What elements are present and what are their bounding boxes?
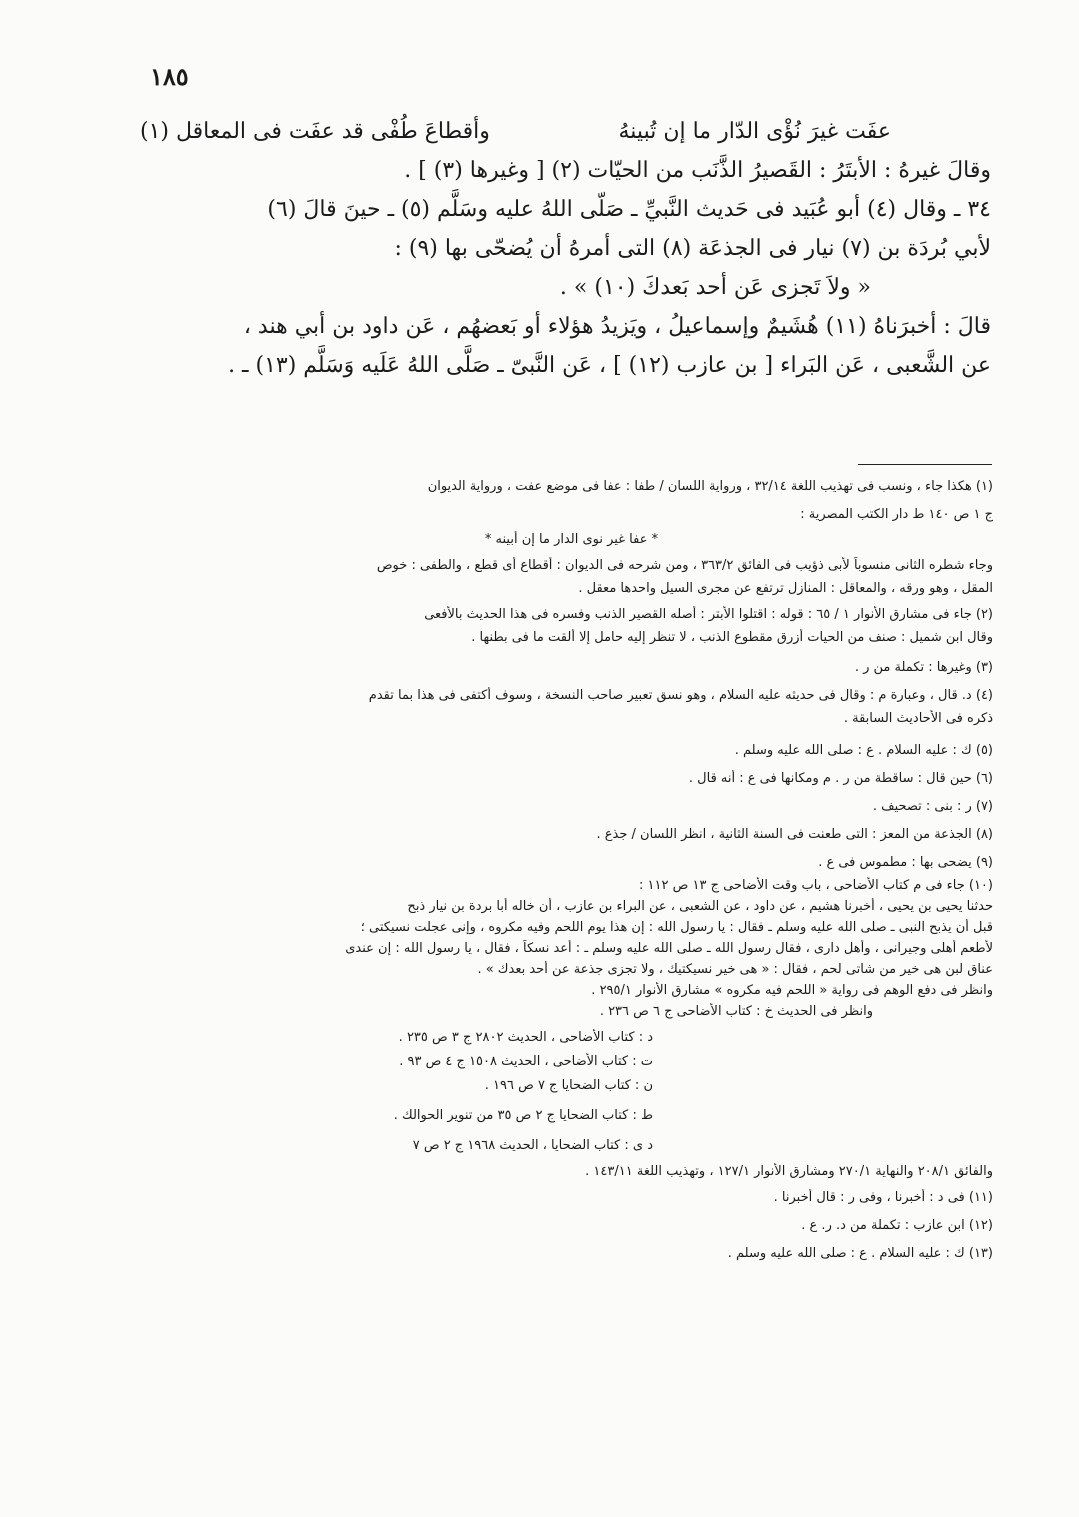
main-line: لأبي بُردَة بن (٧) نيار فى الجذعَة (٨) التى أمرهُ أن يُضحّى بها (٩) : <box>394 236 991 261</box>
footnote-line: وانظر فى الحديث خ : كتاب الأضاحى ج ٦ ص ٢٣٦ . <box>599 1004 873 1019</box>
footnote-line: (٧) ر : بنى : تصحيف . <box>872 799 993 814</box>
main-line: « ولاَ تَجزى عَن أحد بَعدكَ (١٠) » . <box>559 275 871 300</box>
verse-hemistich-right: عفَت غيرَ نُؤْى الدّار ما إن تُبينهُ <box>618 119 891 144</box>
footnote-line: وانظر فى دفع الوهم فى رواية « اللحم فيه مكروه » مشارق الأنوار ٢٩٥/١ . <box>591 983 993 998</box>
verse-hemistich-left: وأقطاعَ طُفْى قد عفَت فى المعاقل (١) <box>140 119 490 144</box>
footnote-line: (٣) وغيرها : تكملة من ر . <box>854 660 993 675</box>
footnote-line: ت : كتاب الأضاحى ، الحديث ١٥٠٨ ج ٤ ص ٩٣ . <box>399 1054 653 1069</box>
footnote-line: (٨) الجذعة من المعز : التى طعنت فى السنة الثانية ، انظر اللسان / جذع . <box>596 827 993 842</box>
main-line: ٣٤ ـ وقال (٤) أبو عُبَيد فى حَديث النَّبيِّ ـ صَلّى اللهُ عليه وسَلَّم (٥) ـ حينَ قالَ (٦) <box>267 197 991 222</box>
main-line: عن الشَّعبى ، عَن البَراء [ بن عازب (١٢) ] ، عَن النَّبىّ ـ صَلَّى اللهُ عَلَيه وَسَلَّم (١٣) ـ . <box>228 353 991 378</box>
footnote-line: وجاء شطره الثانى منسوباً لأبى ذؤيب فى الفائق ٣٦٣/٢ ، ومن شرحه فى الديوان : أقطاع أى قطع ، والطفى : خوص <box>376 558 993 573</box>
footnote-line: (٤) د. قال ، وعبارة م : وقال فى حديثه عليه السلام ، وهو نسق تعبير صاحب النسخة ، وسوف أكتفى فى هذا بما تقدم <box>368 688 993 703</box>
main-line: قالَ : أخبرَناهُ (١١) هُشَيمٌ وإسماعيلُ ، ويَزيدُ هؤلاء أو بَعضهُم ، عَن داود بن أبي هند ، <box>243 314 991 339</box>
footnote-line: (١٠) جاء فى م كتاب الأضاحى ، باب وقت الأضاحى ج ١٣ ص ١١٢ : <box>639 878 993 893</box>
footnote-line: قبل أن يذبح النبى ـ صلى الله عليه وسلم ـ فقال : يا رسول الله : إن هذا يوم اللحم وفيه مكروه ، وإنى عجلت نسيكتى ؛ <box>360 920 993 935</box>
footnote-line: (٥) ك : عليه السلام . ع : صلى الله عليه وسلم . <box>734 743 993 758</box>
footnote-line: عناق لبن هى خير من شاتى لحم ، فقال : « هى خير نسيكتيك ، ولا تجزى جذعة عن أحد بعدك » . <box>477 962 993 977</box>
footnotes-block <box>150 478 993 1263</box>
footnote-divider <box>858 464 992 465</box>
main-text-block <box>140 112 991 385</box>
footnote-line: والفائق ٢٠٨/١ والنهاية ٢٧٠/١ ومشارق الأنوار ١٢٧/١ ، وتهذيب اللغة ١٤٣/١١ . <box>585 1164 993 1179</box>
footnote-line: (٦) حين قال : ساقطة من ر . م ومكانها فى ع : أنه قال . <box>688 771 993 786</box>
footnote-line: (١١) فى د : أخبرنا ، وفى ر : قال أخبرنا . <box>773 1190 993 1205</box>
poetry-verse <box>140 112 991 151</box>
footnote-line: (٢) جاء فى مشارق الأنوار ١ / ٦٥ : قوله : اقتلوا الأبتر : أصله القصير الذنب وفسره فى هذا الحديث بالأفعى <box>424 607 993 622</box>
footnote-line: ذكره فى الأحاديث السابقة . <box>843 711 993 726</box>
footnote-line: لأطعم أهلى وجيرانى ، وأهل دارى ، فقال رسول الله ـ صلى الله عليه وسلم ـ : أعد نسكاً ، فقال ، يا رسول الله : إن عندى <box>345 941 993 956</box>
footnote-line: ن : كتاب الضحايا ج ٧ ص ١٩٦ . <box>484 1078 653 1093</box>
footnote-line: حدثنا يحيى بن يحيى ، أخبرنا هشيم ، عن داود ، عن الشعبى ، عن البراء بن عازب ، أن خاله أبا بردة بن نيار ذبح <box>407 899 993 914</box>
footnote-line: (١٣) ك : عليه السلام . ع : صلى الله عليه وسلم . <box>727 1246 993 1261</box>
footnote-line: * عفا غير نوى الدار ما إن أبينه * <box>484 532 659 547</box>
footnote-line: (١) هكذا جاء ، ونسب فى تهذيب اللغة ٣٢/١٤ ، ورواية اللسان / طفا : عفا فى موضع عفت ، ورواية الديوان <box>427 479 993 494</box>
footnote-line: د : كتاب الأضاحى ، الحديث ٢٨٠٢ ج ٣ ص ٢٣٥ . <box>398 1030 653 1045</box>
footnote-line: ج ١ ص ١٤٠ ط دار الكتب المصرية : <box>800 507 993 522</box>
footnote-line: (٩) يضحى بها : مطموس فى ع . <box>818 855 993 870</box>
footnote-line: المقل ، وهو ورقه ، والمعاقل : المنازل ترتفع عن مجرى السيل واحدها معقل . <box>578 581 993 596</box>
main-line: وقالَ غيرهُ : الأبتَرُ : القَصيرُ الذَّنَب من الحيّات (٢) [ وغيرها (٣) ] . <box>404 158 991 183</box>
footnote-line: (١٢) ابن عازب : تكملة من د. ر. ع . <box>801 1218 993 1233</box>
footnote-line: ط : كتاب الضحايا ج ٢ ص ٣٥ من تنوير الحوالك . <box>393 1108 653 1123</box>
footnote-line: د ى : كتاب الضحايا ، الحديث ١٩٦٨ ج ٢ ص ٧ <box>412 1138 653 1153</box>
footnote-line: وقال ابن شميل : صنف من الحيات أزرق مقطوع الذنب ، لا تنظر إليه حامل إلا ألقت ما فى بطنها . <box>471 630 993 645</box>
page-number: ١٨٥ <box>150 62 189 91</box>
